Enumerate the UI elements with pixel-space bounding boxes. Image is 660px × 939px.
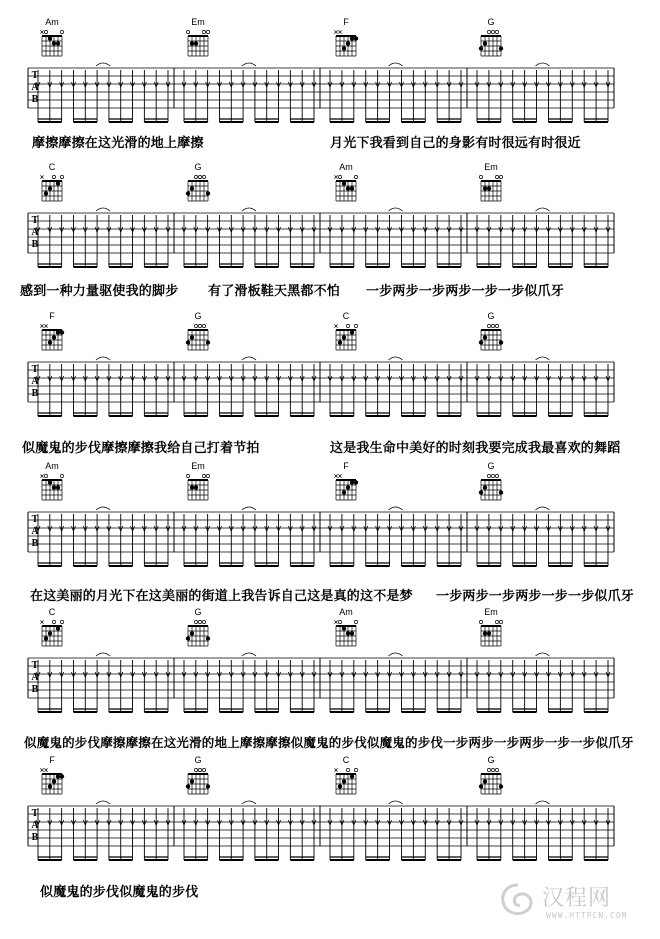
tie-arc [389,801,403,804]
tab-staff [28,801,614,860]
tab-clef-letter: T [31,514,39,525]
watermark-logo [496,879,646,929]
chord-name: Am [339,607,353,617]
muted-string-marker [334,768,337,771]
chord-name: G [487,461,495,471]
tab-clef-letter: B [31,832,39,843]
open-string-marker [194,768,197,771]
tab-clef-letter: B [31,538,39,549]
finger-dot [60,774,64,778]
tab-clef-letter: A [31,526,39,537]
chord-name: Em [484,607,498,617]
lyric-line: 一步两步一步两步一步一步似爪牙 [436,589,635,604]
lyric-line: 感到一种力量驱使我的脚步 [20,284,179,299]
lyric-line: 摩擦摩擦在这光滑的地上摩擦 [32,136,204,151]
tab-clef-letter: B [31,239,39,250]
chord-name: Em [191,461,205,471]
tie-arc [536,801,550,804]
open-string-marker [354,768,357,771]
chord-name: G [194,162,202,172]
chord-name: F [343,17,349,27]
chord-name: Em [191,17,205,27]
tab-clef-letter: A [31,227,39,238]
lyric-line: 一步两步一步两步一步一步似爪牙 [366,284,565,299]
finger-dot [499,784,503,788]
chord-name: G [487,755,495,765]
chord-name: G [487,17,495,27]
chord-name: C [342,755,350,765]
tab-clef-letter: T [31,70,39,81]
finger-dot [338,784,342,788]
finger-dot [350,774,354,778]
lyric-line: 似魔鬼的步伐摩擦摩擦我给自己打着节拍 [22,441,260,456]
open-string-marker [487,768,490,771]
finger-dot [342,779,346,783]
lyric-line: 似魔鬼的步伐摩擦摩擦在这光滑的地上摩擦摩擦似魔鬼的步伐似魔鬼的步伐一步两步一步两步一步一步似爪牙 [24,735,634,750]
open-string-marker [198,768,201,771]
lyric-line: 似魔鬼的步伐似魔鬼的步伐 [40,885,199,900]
tab-clef-letter: A [31,376,39,387]
muted-string-marker [44,768,47,771]
tab-clef-letter: B [31,388,39,399]
chord-diagram [40,768,64,794]
watermark-text: 汉程网 [542,886,612,911]
open-string-marker [346,768,349,771]
tab-clef-letter: A [31,82,39,93]
chord-name: F [343,461,349,471]
lyric-line: 有了滑板鞋天黑都不怕 [208,284,341,299]
chord-name: G [194,755,202,765]
lyric-line: 月光下我看到自己的身影有时很远有时很近 [330,136,581,151]
chord-name: G [194,607,202,617]
chord-name: Am [339,162,353,172]
tie-arc [96,801,110,804]
tab-clef-letter: T [31,808,39,819]
finger-dot [483,779,487,783]
tie-arc [242,801,256,804]
tab-clef-letter: T [31,660,39,671]
finger-dot [56,774,60,778]
open-string-marker [202,768,205,771]
tab-clef-letter: B [31,684,39,695]
chord-name: G [194,311,202,321]
lyric-line: 在这美丽的月光下在这美丽的街道上我告诉自己这是真的这不是梦 [30,589,413,604]
finger-dot [190,779,194,783]
finger-dot [206,784,210,788]
chord-name: C [48,162,56,172]
chord-diagram [479,768,503,794]
chord-name: Am [45,17,59,27]
tab-clef-letter: A [31,672,39,683]
watermark-swirl-icon [496,879,540,923]
chord-diagram [334,768,357,794]
chord-name: F [49,755,55,765]
open-string-marker [495,768,498,771]
watermark-url: WWW.HTTPCN.COM [546,911,628,920]
finger-dot [186,784,190,788]
chord-name: F [49,311,55,321]
tab-clef-letter: T [31,215,39,226]
chord-name: C [342,311,350,321]
tab-clef-letter: B [31,94,39,105]
finger-dot [48,784,52,788]
chord-diagram [186,768,210,794]
finger-dot [52,779,56,783]
chord-name: Em [484,162,498,172]
tab-clef-letter: T [31,364,39,375]
chord-name: C [48,607,56,617]
tab-clef-letter: A [31,820,39,831]
muted-string-marker [40,768,43,771]
open-string-marker [491,768,494,771]
finger-dot [479,784,483,788]
lyric-line: 这是我生命中美好的时刻我要完成我最喜欢的舞蹈 [330,441,621,456]
chord-name: Am [45,461,59,471]
chord-name: G [487,311,495,321]
